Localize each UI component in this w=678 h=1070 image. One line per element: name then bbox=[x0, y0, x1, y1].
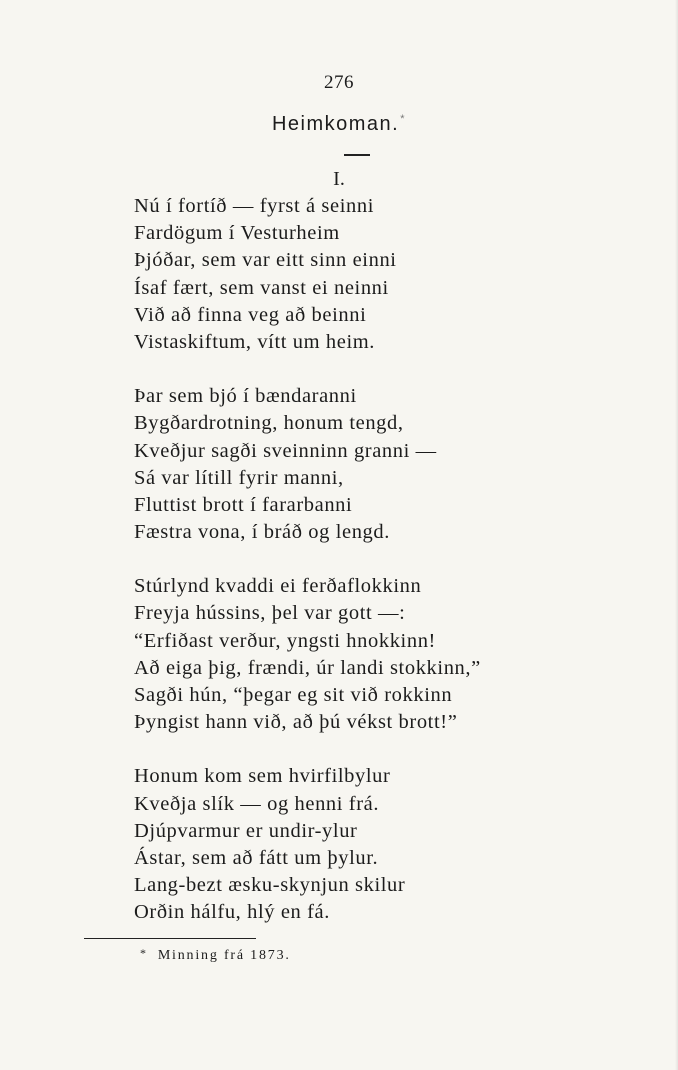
stanza bbox=[134, 573, 654, 736]
poem-title-text: Heimkoman. bbox=[271, 113, 400, 135]
verse-line: Bygðardrotning, honum tengd, bbox=[134, 412, 404, 435]
poem-body bbox=[134, 193, 654, 954]
title-divider bbox=[344, 154, 370, 156]
verse-line: Kveðjur sagði sveinninn granni — bbox=[134, 439, 437, 462]
footnote-reference-marker: * bbox=[400, 113, 407, 125]
verse-line: Kveðja slík — og henni frá. bbox=[134, 792, 380, 815]
verse-line: Fardögum í Vesturheim bbox=[134, 222, 340, 245]
verse-line: Þyngist hann við, að þú vékst brott!” bbox=[134, 711, 458, 734]
verse-line: Ísaf fært, sem vanst ei neinni bbox=[134, 276, 389, 299]
verse-line: Að eiga þig, frændi, úr landi stokkinn,” bbox=[134, 656, 481, 679]
stanza bbox=[134, 193, 654, 356]
verse-line: Þar sem bjó í bændaranni bbox=[134, 385, 357, 408]
stanza bbox=[134, 383, 654, 546]
verse-line: Vistaskiftum, vítt um heim. bbox=[134, 330, 376, 353]
verse-line: Ástar, sem að fátt um þylur. bbox=[134, 846, 379, 869]
verse-line: Stúrlynd kvaddi ei ferðaflokkinn bbox=[134, 575, 422, 598]
verse-line: Fæstra vona, í bráð og lengd. bbox=[134, 521, 390, 544]
verse-line: Sá var lítill fyrir manni, bbox=[134, 466, 344, 489]
footnote-marker: * bbox=[140, 946, 148, 960]
page-number: 276 bbox=[324, 72, 354, 93]
verse-line: Honum kom sem hvirfilbylur bbox=[134, 765, 391, 788]
footnote-divider bbox=[84, 938, 256, 939]
verse-line: Nú í fortíð — fyrst á seinni bbox=[134, 195, 374, 217]
verse-line: Freyja hússins, þel var gott —: bbox=[134, 602, 406, 625]
footnote-text: Minning frá 1873. bbox=[157, 948, 291, 963]
footnote bbox=[140, 946, 291, 964]
verse-line: Þjóðar, sem var eitt sinn einni bbox=[134, 249, 397, 272]
verse-line: Sagði hún, “þegar eg sit við rokkinn bbox=[134, 684, 453, 706]
verse-line: Orðin hálfu, hlý en fá. bbox=[134, 901, 330, 924]
stanza bbox=[134, 763, 654, 926]
verse-line: Fluttist brott í fararbanni bbox=[134, 493, 353, 516]
section-numeral: I. bbox=[333, 168, 345, 190]
poem-title bbox=[0, 113, 678, 136]
verse-line: Lang-bezt æsku-skynjun skilur bbox=[134, 874, 406, 897]
verse-line: Djúpvarmur er undir-ylur bbox=[134, 819, 358, 842]
verse-line: “Erfiðast verður, yngsti hnokkinn! bbox=[134, 629, 436, 652]
verse-line: Við að finna veg að beinni bbox=[134, 303, 367, 326]
